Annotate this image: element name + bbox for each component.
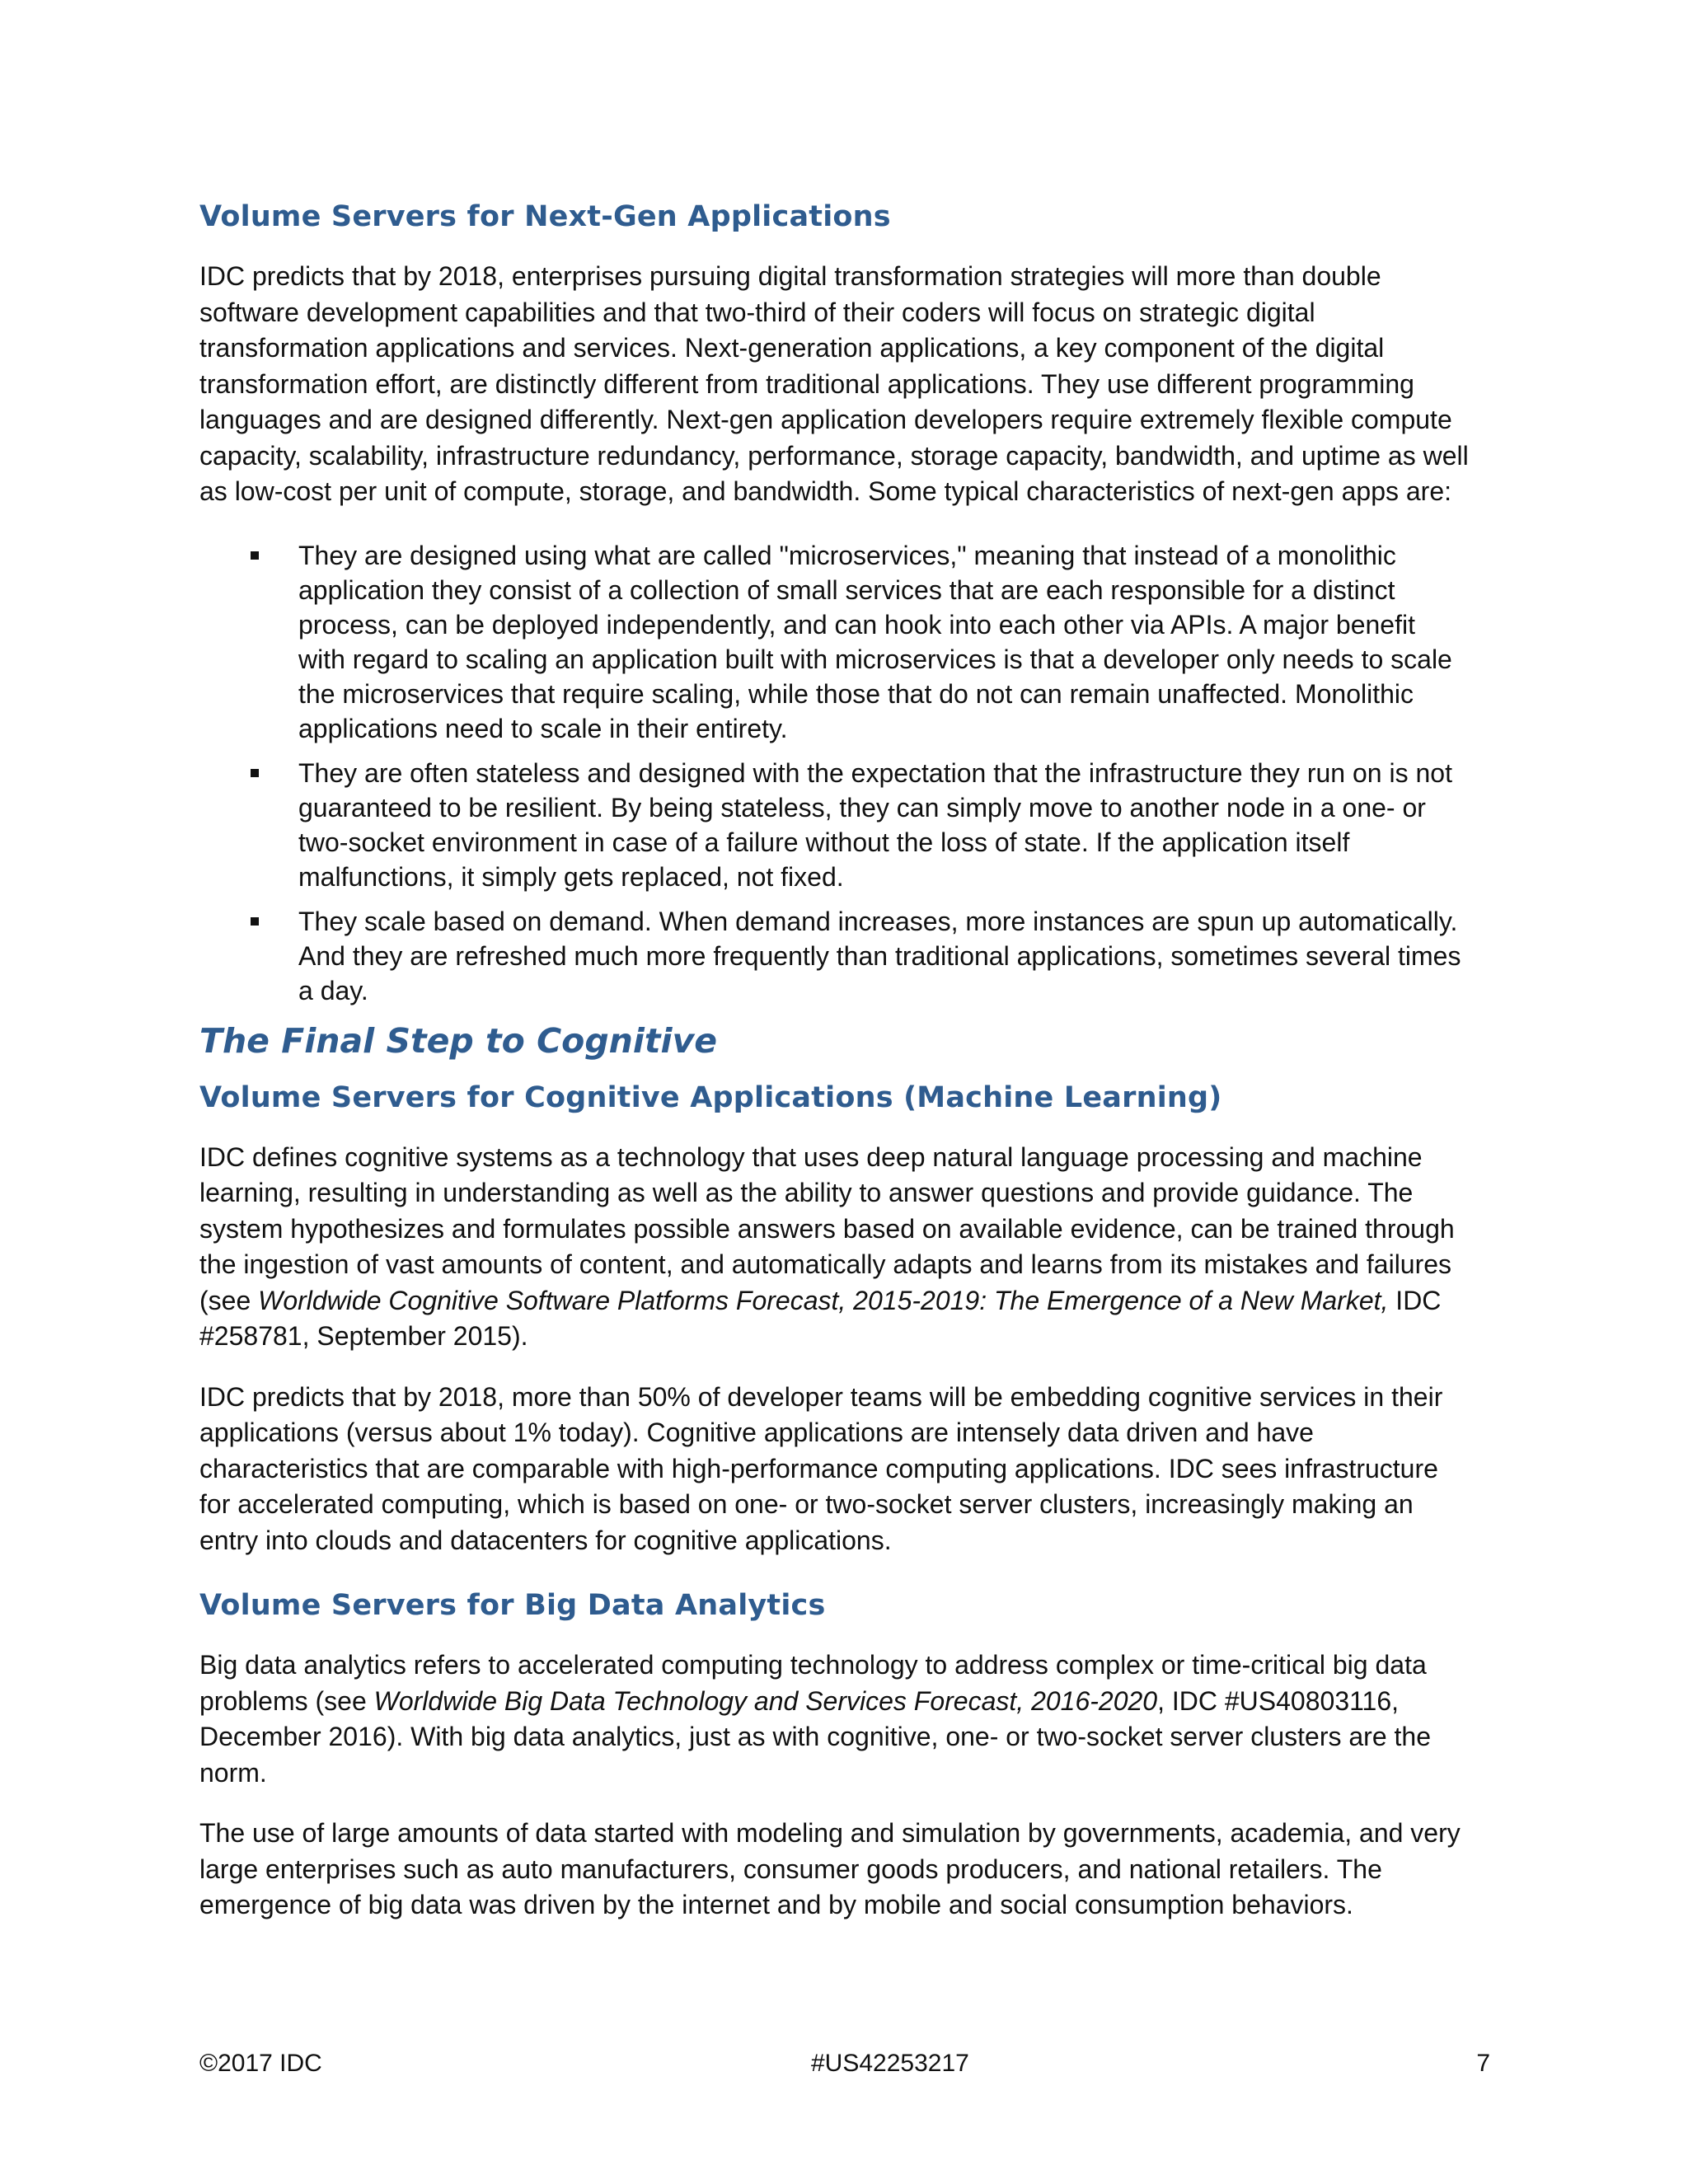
square-bullet-icon bbox=[251, 769, 259, 777]
paragraph-big-data-definition bbox=[199, 1647, 1469, 1791]
footer-page-number: 7 bbox=[1476, 2050, 1490, 2077]
square-bullet-icon bbox=[251, 551, 259, 560]
footer-document-id: #US42253217 bbox=[811, 2050, 969, 2077]
paragraph-next-gen-intro: IDC predicts that by 2018, enterprises pursuing digital transformation strategies will more than double software development capabilities and that two-third of their coders will focus on strategic digital transformation applications and services. Next-generation applications, a key component of the digital transformation effort, are distinctly different from traditional applications. They use different programming languages and are designed differently. Next-gen application developers require extremely flexible compute capacity, scalability, infrastructure redundancy, performance, storage capacity, bandwidth, and uptime as well as low-cost per unit of compute, storage, and bandwidth. Some typical characteristics of next-gen apps are: bbox=[199, 261, 1469, 506]
paragraph-big-data-history: The use of large amounts of data started with modeling and simulation by governments, academia, and very large enterprises such as auto manufacturers, consumer goods producers, and national retailers. The emergence of big data was driven by the internet and by mobile and social consumption behaviors. bbox=[199, 1818, 1461, 1919]
heading-next-gen-applications: Volume Servers for Next-Gen Applications bbox=[199, 200, 891, 233]
list-item-text: They are often stateless and designed with the expectation that the infrastructure they run on is not guaranteed to be resilient. By being stateless, they can simply move to another node in a one- or two-socket environment in case of a failure without the loss of state. If the application itself malfunctions, it simply gets replaced, not fixed. bbox=[298, 757, 1452, 892]
list-item-text: They are designed using what are called "microservices," meaning that instead of a monolithic application they consist of a collection of small services that are each responsible for a distinct process, can be deployed independently, and can hook into each other via APIs. A major benefit with regard to scaling an application built with microservices is that a developer only needs to scale the microservices that require scaling, while those that do not can remain unaffected. Monolithic applications need to scale in their entirety. bbox=[298, 540, 1452, 743]
page-footer bbox=[199, 2047, 1490, 2080]
list-item bbox=[199, 756, 1469, 894]
heading-cognitive-applications: Volume Servers for Cognitive Applications (Machine Learning) bbox=[199, 1080, 1222, 1114]
next-gen-characteristics-list bbox=[199, 538, 1469, 1008]
heading-big-data-analytics: Volume Servers for Big Data Analytics bbox=[199, 1589, 826, 1622]
heading-final-step-to-cognitive: The Final Step to Cognitive bbox=[199, 1020, 718, 1061]
paragraph-cognitive-prediction: IDC predicts that by 2018, more than 50% of developer teams will be embedding cognitive services in their applications (versus about 1% today). Cognitive applications are intensely data driven and have characteristics that are comparable with high-performance computing applications. IDC sees infrastructure for accelerated computing, which is based on one- or two-socket server clusters, increasingly making an entry into clouds and datacenters for cognitive applications. bbox=[199, 1381, 1443, 1555]
big-data-citation-tail: , IDC #US40803116, December 2016). With big data analytics, just as with cognitive, one- or two-socket server clusters are the norm. bbox=[199, 1685, 1431, 1788]
footer-copyright: ©2017 IDC bbox=[199, 2050, 322, 2077]
list-item bbox=[199, 904, 1469, 1008]
square-bullet-icon bbox=[251, 917, 259, 926]
cognitive-definition-text: IDC defines cognitive systems as a technology that uses deep natural language processing and machine learning, resulting in understanding as well as the ability to answer questions and provide guidance. The system hypothesizes and formulates possible answers based on available evidence, can be trained through the ingestion of vast amounts of content, and automatically adapts and learns from its mistakes and failures (see bbox=[199, 1141, 1455, 1315]
list-item bbox=[199, 538, 1469, 746]
list-item-text: They scale based on demand. When demand increases, more instances are spun up automatically. And they are refreshed much more frequently than traditional applications, sometimes several times a day. bbox=[298, 906, 1461, 1005]
big-data-report-citation: Worldwide Big Data Technology and Services Forecast, 2016-2020 bbox=[373, 1685, 1158, 1716]
cognitive-report-citation: Worldwide Cognitive Software Platforms Forecast, 2015-2019: The Emergence of a New Market, bbox=[258, 1285, 1389, 1315]
page-content bbox=[199, 198, 1469, 1952]
paragraph-cognitive-definition bbox=[199, 1140, 1469, 1355]
big-data-definition-text: Big data analytics refers to accelerated computing technology to address complex or time-critical big data problems (see bbox=[199, 1650, 1427, 1716]
cognitive-citation-tail: IDC #258781, September 2015). bbox=[199, 1285, 1442, 1351]
